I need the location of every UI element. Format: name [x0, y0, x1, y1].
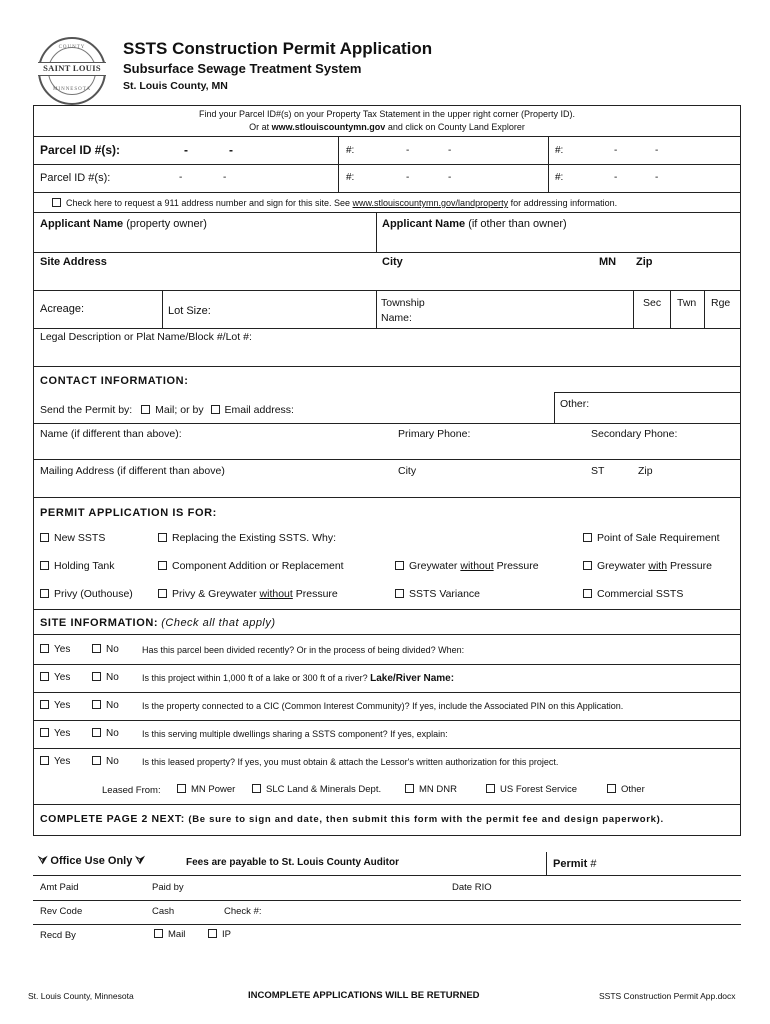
replacing-checkbox[interactable] [158, 533, 167, 542]
option-privy: Privy (Outhouse) [40, 588, 133, 600]
lease-other: Other [607, 784, 645, 795]
permit-number-label: Permit # [553, 858, 597, 870]
recd-ip-checkbox[interactable] [208, 929, 217, 938]
paid-by-label: Paid by [152, 882, 184, 893]
mailing-state-label: ST [591, 465, 605, 477]
us-forest-checkbox[interactable] [486, 784, 495, 793]
lease-mn-power: MN Power [177, 784, 235, 795]
option-ssts-variance: SSTS Variance [395, 588, 480, 600]
q4-no: No [92, 728, 119, 739]
date-rio-label: Date RIO [452, 882, 492, 893]
greywater-with-checkbox[interactable] [583, 561, 592, 570]
q5-no-checkbox[interactable] [92, 756, 101, 765]
privy-greywater-checkbox[interactable] [158, 589, 167, 598]
send-by-email-checkbox[interactable] [211, 405, 220, 414]
site-state-label: MN [599, 256, 617, 268]
q1-no: No [92, 644, 119, 655]
county-website-link[interactable]: www.stlouiscountymn.gov [271, 122, 386, 132]
parcel-id-label: Parcel ID #(s): [40, 172, 111, 184]
site-city-label: City [382, 256, 403, 268]
mailing-city-label: City [398, 465, 417, 477]
county-seal-logo [38, 37, 106, 105]
q2-no: No [92, 672, 119, 683]
q3-no-checkbox[interactable] [92, 700, 101, 709]
holding-tank-checkbox[interactable] [40, 561, 49, 570]
q3-yes: Yes [40, 700, 70, 711]
office-use-label: ⮛ Office Use Only ⮛ [38, 855, 145, 867]
q4-text: Is this serving multiple dwellings sharing a SSTS component? If yes, explain: [142, 729, 448, 739]
secondary-phone-label: Secondary Phone: [591, 428, 678, 440]
applicant-owner-label: Applicant Name (property owner) [40, 218, 207, 230]
option-greywater-with: Greywater with Pressure [583, 560, 712, 572]
option-new-ssts: New SSTS [40, 532, 105, 544]
landproperty-link[interactable]: www.stlouiscountymn.gov/landproperty [352, 198, 509, 208]
lease-other-checkbox[interactable] [607, 784, 616, 793]
q3-text: Is the property connected to a CIC (Common Interest Community)? If yes, include the Associated PIN on this Application. [142, 701, 624, 711]
q2-no-checkbox[interactable] [92, 672, 101, 681]
seal-bottom-text: MINNESOTA [52, 87, 92, 92]
parcel-instructions-line2: Or at www.stlouiscountymn.gov and click on County Land Explorer [249, 122, 525, 132]
q5-yes: Yes [40, 756, 70, 767]
down-arrow-icon: ⮛ [135, 855, 145, 867]
amt-paid-label: Amt Paid [40, 882, 79, 893]
send-permit-row: Send the Permit by: Mail; or by Email address: [40, 404, 294, 416]
leased-from-label: Leased From: [102, 785, 161, 796]
primary-phone-label: Primary Phone: [398, 428, 471, 440]
q5-no: No [92, 756, 119, 767]
recd-mail: Mail [154, 929, 185, 940]
q4-yes: Yes [40, 728, 70, 739]
send-by-mail-checkbox[interactable] [141, 405, 150, 414]
rev-code-label: Rev Code [40, 906, 83, 917]
complete-page2-notice: COMPLETE PAGE 2 NEXT: (Be sure to sign and date, then submit this form with the permit fee and design paperwork). [40, 813, 664, 825]
page-title: SSTS Construction Permit Application [123, 39, 433, 58]
down-arrow-icon: ⮛ [38, 855, 48, 867]
frame-right [740, 105, 741, 836]
mn-dnr-checkbox[interactable] [405, 784, 414, 793]
point-of-sale-checkbox[interactable] [583, 533, 592, 542]
permit-heading: PERMIT APPLICATION IS FOR: [40, 507, 217, 519]
new-ssts-checkbox[interactable] [40, 533, 49, 542]
greywater-without-checkbox[interactable] [395, 561, 404, 570]
option-point-of-sale: Point of Sale Requirement [583, 532, 720, 544]
other-delivery-label: Other: [560, 398, 590, 410]
option-commercial: Commercial SSTS [583, 588, 683, 600]
lease-us-forest: US Forest Service [486, 784, 577, 795]
q4-yes-checkbox[interactable] [40, 728, 49, 737]
q1-yes: Yes [40, 644, 70, 655]
legal-description-label: Legal Description or Plat Name/Block #/Lot #: [40, 331, 252, 343]
lease-mn-dnr: MN DNR [405, 784, 457, 795]
privy-checkbox[interactable] [40, 589, 49, 598]
mailing-address-label: Mailing Address (if different than above) [40, 465, 225, 477]
component-checkbox[interactable] [158, 561, 167, 570]
q1-no-checkbox[interactable] [92, 644, 101, 653]
q2-yes: Yes [40, 672, 70, 683]
q3-yes-checkbox[interactable] [40, 700, 49, 709]
parcel-id-label-bold: Parcel ID #(s): [40, 143, 121, 157]
parcel-instructions-line1: Find your Parcel ID#(s) on your Property Tax Statement in the upper right corner (Property ID). [199, 109, 575, 119]
township-name-label: Name: [381, 312, 412, 324]
name-different-label: Name (if different than above): [40, 428, 182, 440]
lease-slc-land: SLC Land & Minerals Dept. [252, 784, 381, 795]
frame-left [33, 105, 34, 836]
q2-yes-checkbox[interactable] [40, 672, 49, 681]
county-label: St. Louis County, MN [123, 80, 228, 92]
ssts-variance-checkbox[interactable] [395, 589, 404, 598]
page-subtitle: Subsurface Sewage Treatment System [123, 61, 362, 76]
acreage-label: Acreage: [40, 303, 85, 315]
cash-label: Cash [152, 906, 175, 917]
slc-land-checkbox[interactable] [252, 784, 261, 793]
twn-label: Twn [677, 297, 697, 309]
mn-power-checkbox[interactable] [177, 784, 186, 793]
check-number-label: Check #: [224, 906, 262, 917]
applicant-other-label: Applicant Name (if other than owner) [382, 218, 567, 230]
recd-mail-checkbox[interactable] [154, 929, 163, 938]
footer-left: St. Louis County, Minnesota [28, 991, 134, 1001]
sec-label: Sec [643, 297, 662, 309]
recd-ip: IP [208, 929, 231, 940]
seal-text: SAINT LOUIS [43, 63, 101, 73]
commercial-checkbox[interactable] [583, 589, 592, 598]
fees-payable-note: Fees are payable to St. Louis County Auditor [186, 857, 399, 868]
option-privy-greywater: Privy & Greywater without Pressure [158, 588, 338, 600]
q1-text: Has this parcel been divided recently? Or in the process of being divided? When: [142, 645, 465, 655]
option-holding-tank: Holding Tank [40, 560, 115, 572]
option-component: Component Addition or Replacement [158, 560, 344, 572]
option-greywater-without: Greywater without Pressure [395, 560, 539, 572]
q3-no: No [92, 700, 119, 711]
recd-by-label: Recd By [40, 930, 76, 941]
contact-heading: CONTACT INFORMATION: [40, 375, 189, 387]
footer-center: INCOMPLETE APPLICATIONS WILL BE RETURNED [248, 990, 480, 1001]
request-911-checkbox-row: Check here to request a 911 address number and sign for this site. See www.stlouiscountymn.gov/landproperty for addressing information. [52, 198, 617, 208]
q5-yes-checkbox[interactable] [40, 756, 49, 765]
q2-text: Is this project within 1,000 ft of a lake or 300 ft of a river? Lake/River Name: [142, 673, 455, 684]
seal-top-text: COUNTY [58, 45, 86, 50]
rge-label: Rge [711, 297, 731, 309]
mailing-zip-label: Zip [638, 465, 653, 477]
footer-right: SSTS Construction Permit App.docx [599, 991, 736, 1001]
q1-yes-checkbox[interactable] [40, 644, 49, 653]
request-911-checkbox[interactable] [52, 198, 61, 207]
site-address-label: Site Address [40, 256, 107, 268]
option-replacing: Replacing the Existing SSTS. Why: [158, 532, 336, 544]
lot-size-label: Lot Size: [168, 305, 211, 317]
site-zip-label: Zip [636, 256, 653, 268]
site-info-heading: SITE INFORMATION: (Check all that apply) [40, 617, 276, 629]
q5-text: Is this leased property? If yes, you must obtain & attach the Lessor's written authorization for this project. [142, 757, 559, 767]
q4-no-checkbox[interactable] [92, 728, 101, 737]
township-label: Township [381, 297, 425, 309]
